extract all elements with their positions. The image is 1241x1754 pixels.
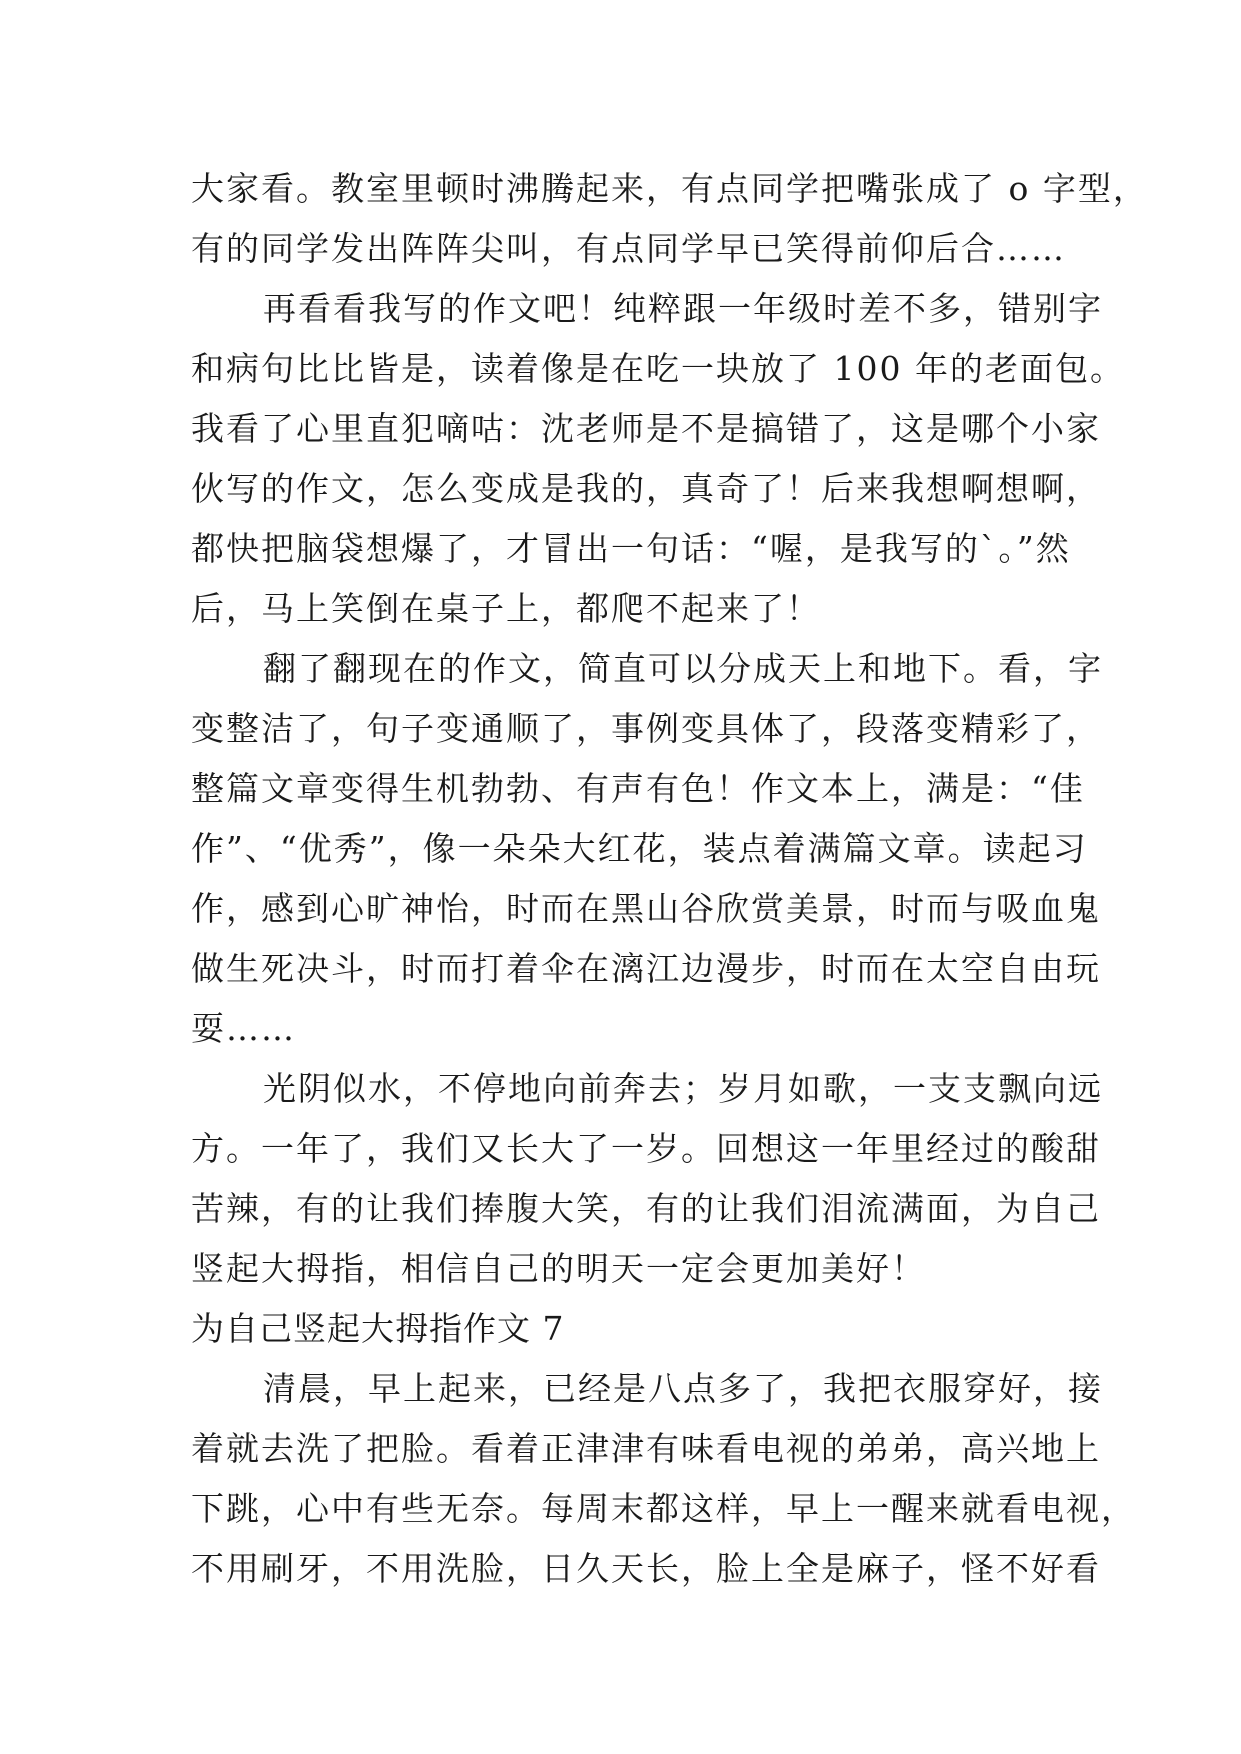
paragraph [191,1359,1136,1599]
text-line: 着就去洗了把脸。看着正津津有味看电视的弟弟，高兴地上 [191,1429,1101,1468]
text-line: 大家看。教室里顿时沸腾起来，有点同学把嘴张成了 o 字型， [191,169,1148,208]
text-line: 伙写的作文，怎么变成是我的，真奇了！后来我想啊想啊， [191,469,1101,508]
paragraph [191,639,1103,1059]
text-line: 清晨，早上起来，已经是八点多了，我把衣服穿好，接 [263,1369,1103,1408]
text-line: 竖起大拇指，相信自己的明天一定会更加美好！ [191,1249,926,1288]
text-line: 整篇文章变得生机勃勃、有声有色！作文本上，满是：“佳 [191,769,1085,808]
text-line: 都快把脑袋想爆了，才冒出一句话：“喔，是我写的`。”然 [191,529,1071,568]
text-line: 下跳，心中有些无奈。每周末都这样，早上一醒来就看电视， [191,1489,1136,1528]
text-line: 耍…… [191,1009,296,1048]
paragraph [191,159,1148,279]
text-line: 苦辣，有的让我们捧腹大笑，有的让我们泪流满面，为自己 [191,1189,1101,1228]
text-line: 变整洁了，句子变通顺了，事例变具体了，段落变精彩了， [191,709,1101,748]
text-line: 和病句比比皆是，读着像是在吃一块放了 100 年的老面包。 [191,349,1125,388]
text-line: 我看了心里直犯嘀咕：沈老师是不是搞错了，这是哪个小家 [191,409,1101,448]
paragraph [191,279,1125,639]
text-line: 作”、“优秀”，像一朵朵大红花，装点着满篇文章。读起习 [191,829,1088,868]
text-line: 后，马上笑倒在桌子上，都爬不起来了！ [191,589,821,628]
text-line: 不用刷牙，不用洗脸，日久天长，脸上全是麻子，怪不好看 [191,1549,1101,1588]
paragraph [191,1059,1103,1299]
text-line: 翻了翻现在的作文，简直可以分成天上和地下。看，字 [263,649,1103,688]
text-line: 有的同学发出阵阵尖叫，有点同学早已笑得前仰后合…… [191,229,1066,268]
text-line: 做生死决斗，时而打着伞在漓江边漫步，时而在太空自由玩 [191,949,1101,988]
text-line: 作，感到心旷神怡，时而在黑山谷欣赏美景，时而与吸血鬼 [191,889,1101,928]
text-line: 再看看我写的作文吧！纯粹跟一年级时差不多，错别字 [263,289,1103,328]
text-line: 方。一年了，我们又长大了一岁。回想这一年里经过的酸甜 [191,1129,1101,1168]
document-body [191,159,1148,1599]
section-heading: 为自己竖起大拇指作文 7 [191,1309,565,1348]
text-line: 光阴似水，不停地向前奔去；岁月如歌，一支支飘向远 [263,1069,1103,1108]
